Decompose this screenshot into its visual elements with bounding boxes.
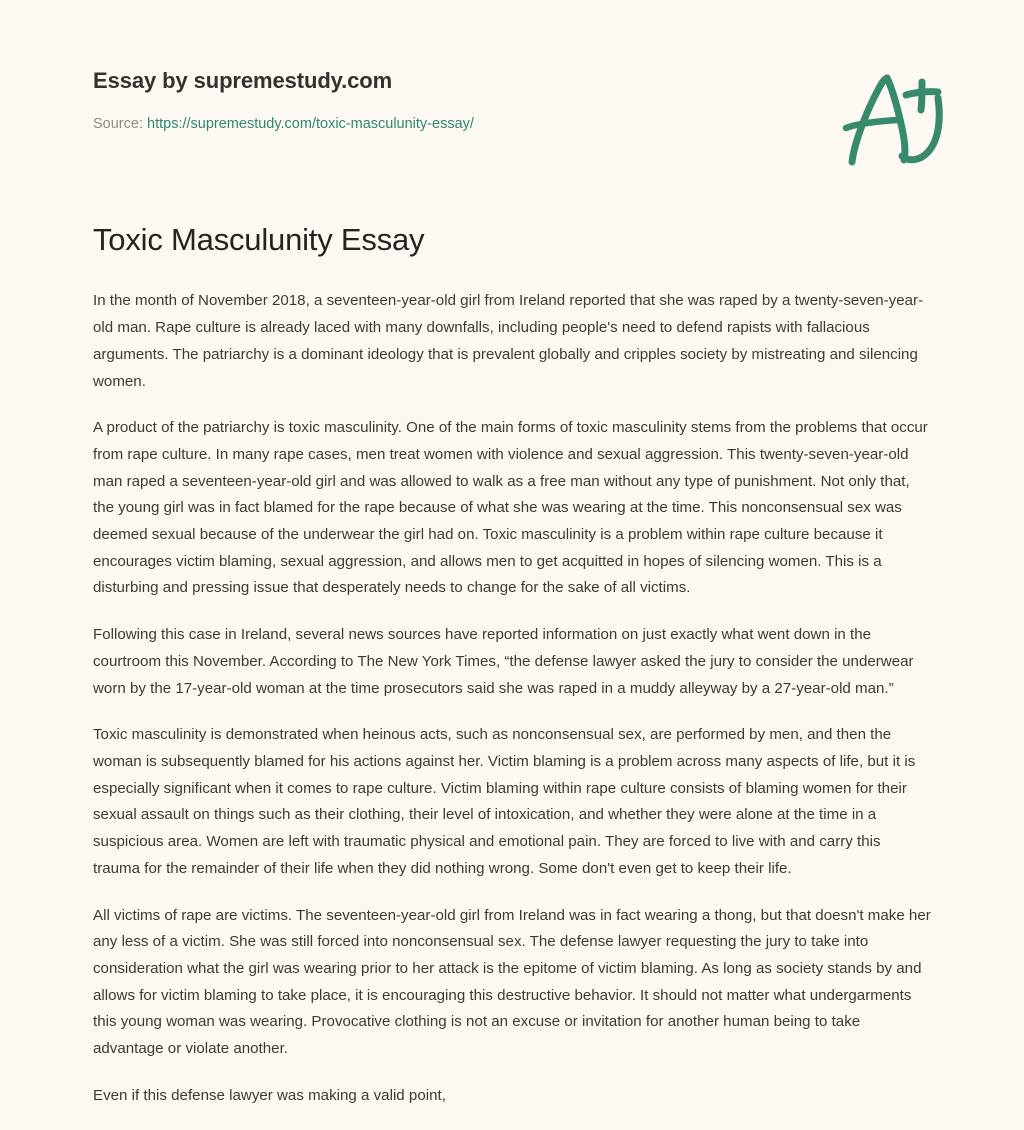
page-header (0, 0, 1024, 135)
source-url-link[interactable]: https://supremestudy.com/toxic-masculunity-essay/ (147, 116, 474, 133)
article-body (0, 135, 1024, 1110)
essay-paragraph: Following this case in Ireland, several news sources have reported information on just exactly what went down in the courtroom this November. According to The New York Times, “the defense lawyer asked the jury to consider the underwear worn by the 17-year-old woman at the time prosecutors said she was raped in a muddy alleyway by a 27-year-old man.” (93, 626, 914, 697)
source-line (93, 114, 931, 134)
source-label: Source: (93, 116, 143, 133)
essay-paragraph: Even if this defense lawyer was making a valid point, (93, 1086, 446, 1104)
site-attribution-title: Essay by supremestudy.com (93, 68, 393, 93)
paragraph-list (93, 259, 931, 1109)
a-plus-logo (840, 72, 952, 168)
essay-paragraph: All victims of rape are victims. The seventeen-year-old girl from Ireland was in fact wearing a thong, but that doesn't make her any less of a victim. She was still forced into nonconsensual sex. The defense lawyer requesting the jury to take into consideration what the girl was wearing prior to her attack is the epitome of victim blaming. As long as society stands by and allows for victim blaming to take place, it is encouraging this destructive behavior. It should not matter what undergarments this young woman was wearing. Provocative clothing is not an excuse or invitation for another human being to take advantage or violate another. (93, 906, 931, 1058)
essay-paragraph: A product of the patriarchy is toxic masculinity. One of the main forms of toxic masculinity stems from the problems that occur from rape culture. In many rape cases, men treat women with violence and sexual aggression. This twenty-seven-year-old man raped a seventeen-year-old girl and was allowed to walk as a free man without any type of punishment. Not only that, the young girl was in fact blamed for the rape because of what she was wearing at the time. This nonconsensual sex was deemed sexual because of the underwear the girl had on. Toxic masculinity is a problem within rape culture because it encourages victim blaming, sexual aggression, and allows men to get acquitted in hopes of silencing women. This is a disturbing and pressing issue that desperately needs to change for the sake of all victims. (93, 419, 928, 597)
essay-paragraph: Toxic masculinity is demonstrated when heinous acts, such as nonconsensual sex, are performed by men, and then the woman is subsequently blamed for his actions against her. Victim blaming is a problem across many aspects of life, but it is especially significant when it comes to rape culture. Victim blaming within rape culture consists of blaming women for their sexual assault on things such as their clothing, their level of intoxication, and whether they were alone at the time in a suspicious area. Women are left with traumatic physical and emotional pain. They are forced to live with and carry this trauma for the remainder of their life when they did nothing wrong. Some don't even get to keep their life. (93, 726, 916, 877)
a-plus-logo-icon (840, 72, 952, 168)
essay-paragraph: In the month of November 2018, a seventeen-year-old girl from Ireland reported that she was raped by a twenty-seven-year-old man. Rape culture is already laced with many downfalls, including people's need to defend rapists with fallacious arguments. The patriarchy is a dominant ideology that is prevalent globally and cripples society by mistreating and silencing women. (93, 292, 924, 390)
page-title: Toxic Masculunity Essay (93, 221, 425, 257)
